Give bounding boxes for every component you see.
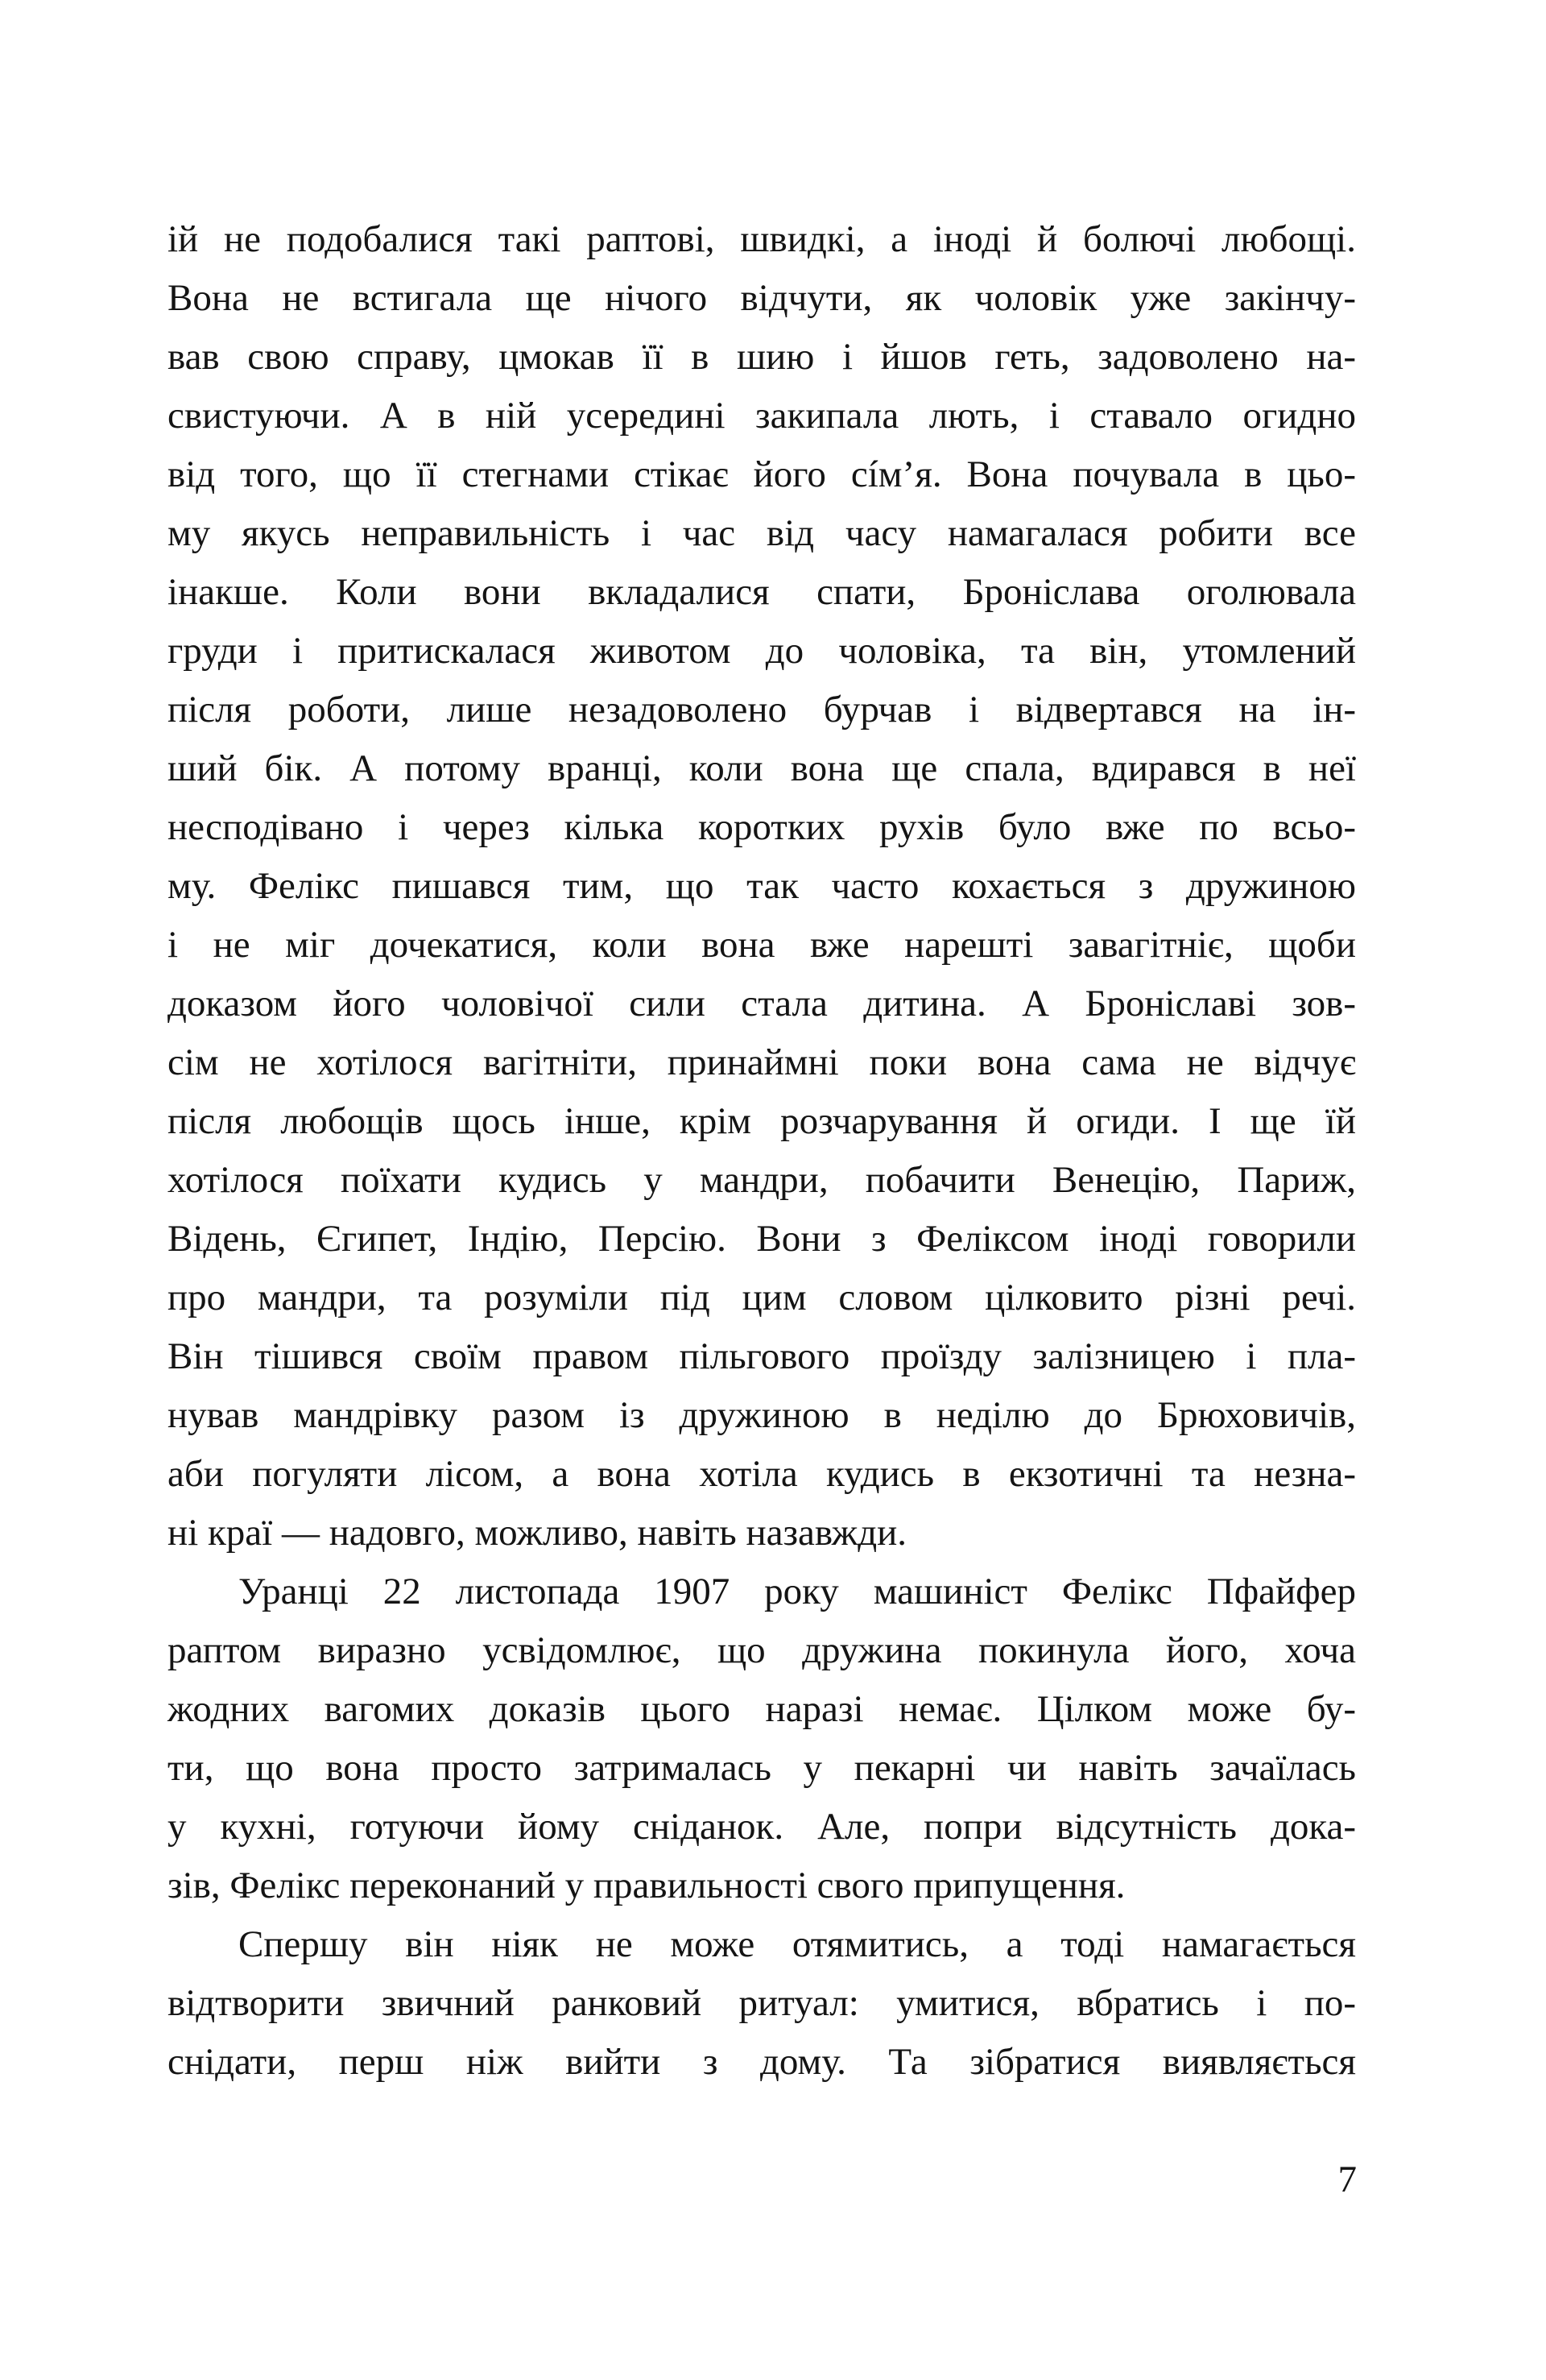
text-line: у кухні, готуючи йому сніданок. Але, попри відсутність дока-: [167, 1806, 1356, 1848]
text-line: про мандри, та розуміли під цим словом цілковито різні речі.: [167, 1277, 1356, 1318]
text-line: Вона не встигала ще нічого відчути, як чоловік уже закінчу-: [167, 277, 1356, 319]
text-line: вав свою справу, цмокав її в шию і йшов геть, задоволено на-: [167, 336, 1356, 378]
text-line: після любощів щось інше, крім розчарування й огиди. І ще їй: [167, 1100, 1356, 1142]
text-line: снідати, перш ніж вийти з дому. Та зібратися виявляється: [167, 2041, 1356, 2083]
text-line: груди і притискалася животом до чоловіка, та він, утомлений: [167, 630, 1356, 672]
text-line: му якусь неправильність і час від часу намагалася робити все: [167, 512, 1356, 554]
text-line: ні краї — надовго, можливо, навіть назавжди.: [167, 1512, 907, 1554]
paragraph-2: [167, 1563, 1356, 1915]
text-line: аби погуляти лісом, а вона хотіла кудись в екзотичні та незна-: [167, 1453, 1356, 1495]
text-line: ший бік. А потому вранці, коли вона ще спала, вдирався в неї: [167, 747, 1356, 789]
text-line: Відень, Єгипет, Індію, Персію. Вони з Феліксом іноді говорили: [167, 1218, 1356, 1260]
text-line: Спершу він ніяк не може отямитись, а тоді намагається: [238, 1923, 1356, 1965]
text-line: зів, Фелікс переконаний у правильності свого припущення.: [167, 1865, 1126, 1906]
text-line: від того, що її стегнами стікає його сíм’я. Вона почувала в цьо-: [167, 453, 1356, 495]
page-number: 7: [1337, 2159, 1357, 2200]
text-line: нував мандрівку разом із дружиною в неділю до Брюховичів,: [167, 1394, 1356, 1436]
text-line: му. Фелікс пишався тим, що так часто кохається з дружиною: [167, 865, 1356, 907]
body-text: [167, 210, 1356, 2092]
text-line: інакше. Коли вони вкладалися спати, Броніслава оголювала: [167, 571, 1356, 613]
text-line: Уранці 22 листопада 1907 року машиніст Фелікс Пфайфер: [238, 1571, 1356, 1612]
text-line: ій не подобалися такі раптові, швидкі, а іноді й болючі любощі.: [167, 218, 1356, 260]
text-line: після роботи, лише незадоволено бурчав і відвертався на ін-: [167, 689, 1356, 731]
text-line: і не міг дочекатися, коли вона вже нарешті завагітніє, щоби: [167, 924, 1356, 966]
text-line: відтворити звичний ранковий ритуал: умитися, вбратись і по-: [167, 1982, 1356, 2024]
paragraph-3: [167, 1915, 1356, 2092]
paragraph-1: [167, 210, 1356, 1563]
text-line: жодних вагомих доказів цього наразі немає. Цілком може бу-: [167, 1688, 1356, 1730]
text-line: ти, що вона просто затрималась у пекарні чи навіть зачаїлась: [167, 1747, 1356, 1789]
text-line: несподівано і через кілька коротких рухів було вже по всьо-: [167, 806, 1356, 848]
text-line: свистуючи. А в ній усередині закипала лють, і ставало огидно: [167, 395, 1356, 437]
text-line: сім не хотілося вагітніти, принаймні поки вона сама не відчує: [167, 1041, 1356, 1083]
text-line: раптом виразно усвідомлює, що дружина покинула його, хоча: [167, 1629, 1356, 1671]
text-line: Він тішився своїм правом пільгового проїзду залізницею і пла-: [167, 1335, 1356, 1377]
text-line: доказом його чоловічої сили стала дитина. А Броніславі зов-: [167, 983, 1356, 1024]
text-line: хотілося поїхати кудись у мандри, побачити Венецію, Париж,: [167, 1159, 1356, 1201]
